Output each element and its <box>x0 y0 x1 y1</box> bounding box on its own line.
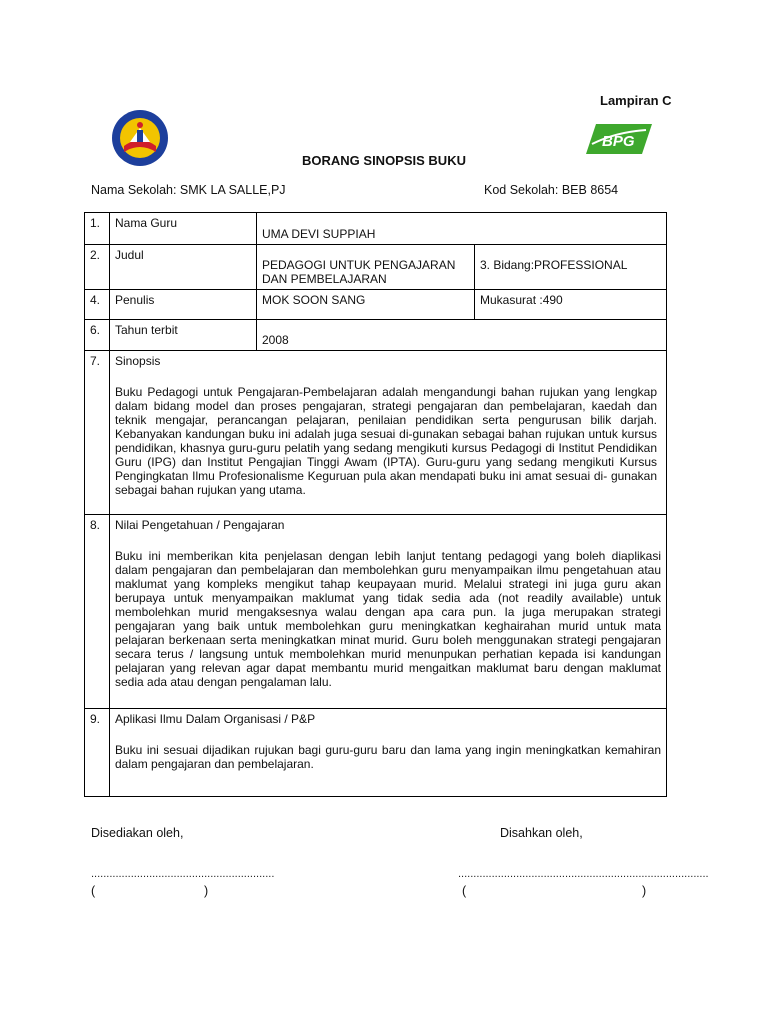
prepared-by-label: Disediakan oleh, <box>91 826 184 840</box>
prepared-signature-line: ............................................................ <box>91 868 275 880</box>
table-row-nama-guru <box>85 213 667 245</box>
prepared-paren-open: ( <box>91 884 96 898</box>
table-row-nilai <box>85 515 667 709</box>
page-count: Mukasurat :490 <box>475 290 667 320</box>
section-heading: Sinopsis <box>115 354 161 368</box>
section-heading: Aplikasi Ilmu Dalam Organisasi / P&P <box>115 712 316 726</box>
approved-signature-line: .................................................................................. <box>458 868 709 880</box>
table-row-sinopsis <box>85 351 667 515</box>
row-number: 7. <box>85 351 110 515</box>
prepared-paren-close: ) <box>204 884 209 898</box>
row-number: 8. <box>85 515 110 709</box>
book-title: PEDAGOGI UNTUK PENGAJARAN DAN PEMBELAJARAN <box>257 245 475 290</box>
row-number: 1. <box>85 213 110 245</box>
teacher-name: UMA DEVI SUPPIAH <box>257 213 667 245</box>
synopsis-table <box>84 212 667 797</box>
bpg-logo <box>586 122 652 156</box>
table-row-aplikasi <box>85 709 667 797</box>
sinopsis-cell <box>110 351 667 515</box>
lampiran-label: Lampiran C <box>600 93 672 108</box>
approved-by-label: Disahkan oleh, <box>500 826 583 840</box>
row-label: Tahun terbit <box>110 320 257 351</box>
table-row-tahun <box>85 320 667 351</box>
field-bidang: 3. Bidang:PROFESSIONAL <box>475 245 667 290</box>
form-title: BORANG SINOPSIS BUKU <box>302 153 466 168</box>
svg-text:BPG: BPG <box>602 133 635 150</box>
row-label: Penulis <box>110 290 257 320</box>
approved-paren-open: ( <box>462 884 467 898</box>
row-number: 2. <box>85 245 110 290</box>
aplikasi-text: Buku ini sesuai dijadikan rujukan bagi guru-guru baru dan lama yang ingin meningkatkan kemahiran dalam pengajaran dan pembelajaran. <box>115 743 661 771</box>
publish-year: 2008 <box>257 320 667 351</box>
author: MOK SOON SANG <box>257 290 475 320</box>
nilai-text: Buku ini memberikan kita penjelasan dengan lebih lanjut tentang pedagogi yang boleh diaplikasi dalam pengajaran dan pembelajaran dan membolehkan guru menyampaikan ilmu pengetahuan atau maklumat yang kompleks mengikut tahap keupayaan murid. Melalui strategi ini juga guru akan berupaya untuk menyampaikan maklumat yang tidak sedia ada (not readily available) untuk membolehkan murid mengaksesnya walau dengan apa cara pun. Ia juga merupakan strategi pengajaran yang baik untuk membolehkan guru meningkatkan keghairahan murid untuk mata pelajaran berkenaan serta meningkatkan minat murid. Guru boleh menggunakan strategi pengajaran secara terus / langsung untuk membolehkan murid menunpukan perhatian kepada isi kandungan pelajaran yang relevan agar dapat membantu murid mengaitkan maklumat baru dengan maklumat sedia ada atau dengan pengalaman lalu. <box>115 549 661 689</box>
row-number: 6. <box>85 320 110 351</box>
sinopsis-text: Buku Pedagogi untuk Pengajaran-Pembelajaran adalah mengandungi bahan rujukan yang lengkap dalam bidang model dan proses pengajaran, strategi pengajaran dan pembelajaran, kaedah dan teknik mengajar, perancangan pelajaran, penilaian pendidikan serta pengurusan bilik darjah. Kebanyakan kandungan buku ini adalah juga sesuai di-gunakan sebagai bahan rujukan untuk kursus pendidikan, khasnya guru-guru pelatih yang sedang mengikuti kursus Pedagogi di Institut Pendidikan Guru (IPG) dan Institut Pengajian Tinggi Awam (IPTA). Guru-guru yang sedang mengikuti Kursus Pengingkatan Ilmu Profesionalisme Keguruan pula akan mendapati buku ini amat sesuai di- gunakan sebagai bahan rujukan yang utama. <box>115 385 657 497</box>
aplikasi-cell <box>110 709 667 797</box>
table-row-judul <box>85 245 667 290</box>
row-number: 9. <box>85 709 110 797</box>
row-number: 4. <box>85 290 110 320</box>
school-code: Kod Sekolah: BEB 8654 <box>484 183 619 197</box>
row-label: Nama Guru <box>110 213 257 245</box>
row-label: Judul <box>110 245 257 290</box>
school-name: Nama Sekolah: SMK LA SALLE,PJ <box>91 183 286 197</box>
approved-paren-close: ) <box>642 884 647 898</box>
section-heading: Nilai Pengetahuan / Pengajaran <box>115 518 285 532</box>
table-row-penulis <box>85 290 667 320</box>
nilai-cell <box>110 515 667 709</box>
